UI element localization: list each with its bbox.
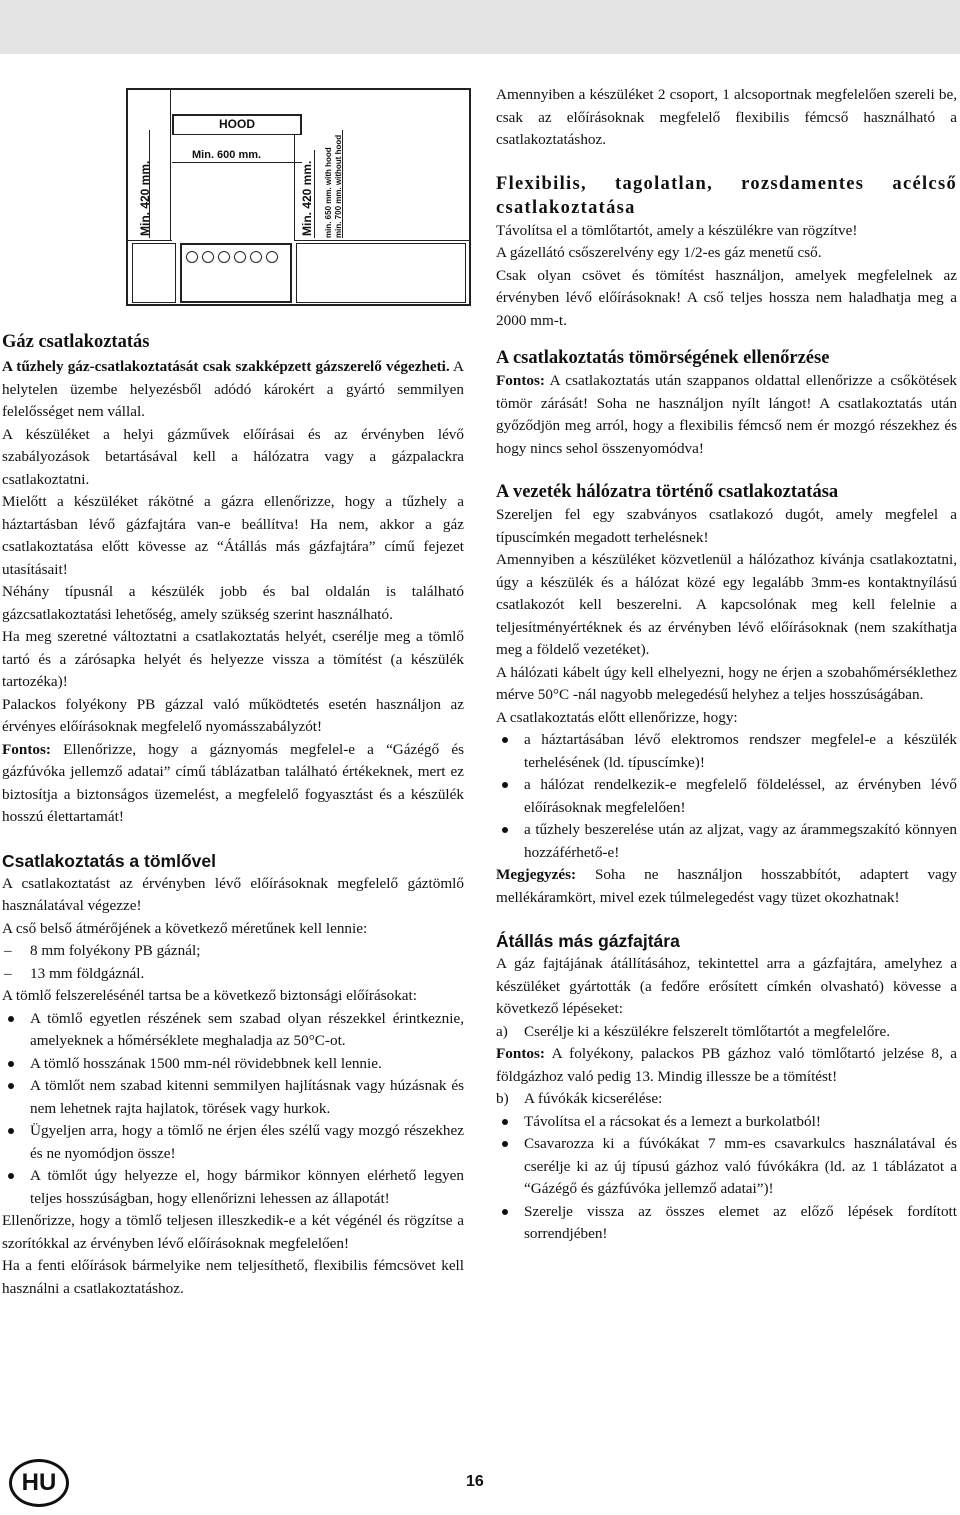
paragraph-qualified [2,356,464,424]
paragraph-thread: A gázellátó csőszerelvény egy 1/2-es gáz menetű cső. [496,244,822,261]
list-item: Távolítsa el a rácsokat és a lemezt a burkolatból! [496,1111,957,1134]
electrical-check-list [496,729,957,864]
min420-left-label: Min. 420 mm. [138,160,152,236]
paragraph-use-hose: A csatlakoztatást az érvényben lévő előírásoknak megfelelő gáztömlő használatával végezze! [2,874,464,914]
knob-icon [186,251,198,263]
bold-note: Megjegyzés: [496,866,577,883]
paragraph-remove-holder: Távolítsa el a tömlőtartót, amely a készülékre van rögzítve! [496,221,858,239]
left-cabinet [132,243,176,303]
paragraph-diameter: A cső belső átmérőjének a következő méretűnek kell lennie: [2,919,368,937]
paragraph-group: Amennyiben a készüléket 2 csoport, 1 alcsoportnak megfelelően szereli be, csak az előírásoknak megfelelő flexibilis fémcső használható a csatlakoztatáshoz. [496,86,957,148]
step-a [496,1021,957,1044]
heading-leak-test: A csatlakoztatás tömörségének ellenőrzése [496,348,830,368]
cooker-outline [180,243,292,303]
paragraph-check-before: A csatlakoztatás előtt ellenőrizze, hogy: [496,708,738,726]
hood-label: HOOD [219,117,255,131]
paragraph-change-position: Ha meg szeretné változtatni a csatlakoztatás helyét, cserélje meg a tömlő tartó és a zárósapka helyét és helyezze vissza a tömítést (a készülék tartozéka)! [2,628,464,690]
paragraph-regulations: A készüléket a helyi gázművek előírásai és az érvényben lévő szabályozások betartásával kell a hálózatra vagy a gázpalackra csatlakoztatni. [2,425,464,488]
heading-hose-connection: Csatlakoztatás a tömlővel [2,850,216,871]
hood-box [172,114,302,134]
list-item: A tömlő hosszának 1500 mm-nél rövidebbnek kell lennie. [2,1053,464,1076]
list-item: a tűzhely beszerelése után az aljzat, vagy az árammegszakító könnyen hozzáférhető-e! [496,819,957,864]
without-hood-label: min. 700 mm. without hood [334,134,343,238]
bold-important: Fontos: [496,372,545,389]
list-item: A tömlőt nem szabad kitenni semmilyen hajlításnak vagy húzásnak és nem lehetnek rajta hajlatok, törések vagy hurkok. [2,1075,464,1120]
right-cabinet-line [294,134,295,240]
left-counter-line [128,240,172,241]
paragraph-clamps: Ellenőrizze, hogy a tömlő teljesen illeszkedik-e a két végénél és rögzítse a szorítókkal az érvényben lévő előírásoknak megfelelően! [2,1212,464,1252]
country-code: HU [21,1469,57,1496]
step-text: Cserélje ki a készülékre felszerelt tömlőtartót a megfelelőre. [524,1022,891,1040]
bold-important: Fontos: [2,740,51,758]
knob-icon [218,251,230,263]
knob-icon [234,251,246,263]
page-number: 16 [466,1473,484,1490]
paragraph-note [496,864,957,909]
text-holder-rest: A folyékony, palackos PB gázhoz való tömlőtartó jelzése 8, a földgázhoz való pedig 13. Mindig illessze be a tömítést! [496,1045,957,1085]
right-cabinet [296,243,466,303]
diameter-list [2,940,464,985]
paragraph-pipe-length: Csak olyan csövet és tömítést használjon, amelyek megfelelnek az érvényben lévő előírásoknak! A cső teljes hossza nem haladhatja meg a 2000 mm-t. [496,266,957,329]
knob-icon [250,251,262,263]
paragraph-cable: A hálózati kábelt úgy kell elhelyezni, hogy ne érjen a szobahőmérséklethez mérve 50°C -nál nagyobb melegedésű helyhez a teljes hosszúságában. [496,663,957,703]
bold-important: Fontos: [496,1045,545,1062]
list-item: A tömlő egyetlen részének sem szabad olyan részekkel érintkeznie, amelyeknek a hőmérséklete meghaladja az 50°C-ot. [2,1008,464,1053]
list-item: Csavarozza ki a fúvókákat 7 mm-es csavarkulcs használatával és cserélje ki az új típusú gázhoz való fúvókákra (ld. az 1 táblázatot a “Gázégő és gázfúvóka jellemző adatai”)! [496,1133,957,1201]
hood-bottom-line [172,134,302,135]
with-hood-label: min. 650 mm. with hood [324,147,333,238]
paragraph-safety-rules: A tömlő felszerelésénél tartsa be a következő biztonsági előírásokat: [2,987,417,1004]
knob-icon [266,251,278,263]
paragraph-pressure [2,739,464,829]
step-letter: b) [496,1090,509,1107]
step-b [496,1088,957,1111]
left-column [2,330,464,1300]
heading-gas-conversion: Átállás más gázfajtára [496,931,680,951]
paragraph-lpg-regulator: Palackos folyékony PB gázzal való működtetés esetén használjon az érvényes előírásoknak megfelelő nyomásszabályzót! [2,695,464,735]
paragraph-conversion-intro: A gáz fajtájának átállításához, tekintettel arra a gázfajtára, amelyhez a készüléket gyártották (a fedőre erősített címkén olvasható) kövesse a következő lépéseket: [496,955,957,1017]
paragraph-both-sides: Néhány típusnál a készülék jobb és bal oldalán is található gázcsatlakoztatási lehetőség, amely szükség szerint használható. [2,583,464,623]
list-item: Ügyeljen arra, hogy a tömlő ne érjen éles szélű vagy mozgó részekhez és ne nyomódjon össze! [2,1120,464,1165]
heading-electrical: A vezeték hálózatra történő csatlakoztatása [496,482,839,502]
text-qualified-rest: A helytelen üzembe helyezésből adódó károkért a gyártó semmilyen felelősséget nem vállal. [2,358,464,420]
text-pressure-rest: Ellenőrizze, hogy a gáznyomás megfelel-e a “Gázégő és gázfúvóka jellemző adatai” című táblázatban található értékeknek, mert ez biztosítja a biztonságos üzemelést, a megfelelő fogyasztást és a készülék hosszú élettartamát! [2,740,464,825]
heading-gas-connection: Gáz csatlakoztatás [2,332,150,352]
paragraph-direct-connection: Amennyiben a készüléket közvetlenül a hálózathoz kívánja csatlakoztatni, úgy a készülék és a hálózat közé egy legalább 3mm-es kontaktnyílású csatlakozót kell beszerelni. A kapcsolónak meg kell felelnie a teljesítményértéknek és az érvényben lévő előírásoknak (nem szakíthatja meg a földelő vezetéket). [496,551,957,658]
paragraph-check-gas-type: Mielőtt a készüléket rákötné a gázra ellenőrizze, hogy a tűzhely a háztartásban lévő gázfajtára van-e beállítva! Ha nem, akkor a gáz csatlakoztatása előtt kövesse az “Átállás más gázfajtára” című fejezet utasításait! [2,493,464,578]
min600-line [172,162,302,163]
list-item: A tömlőt úgy helyezze el, hogy bármikor könnyen elérhető legyen teljes hosszúságban, hogy ellenőrizni lehessen az állapotát! [2,1165,464,1210]
step-text: A fúvókák kicserélése: [524,1090,663,1107]
country-logo [9,1459,69,1507]
installation-diagram [126,88,471,306]
right-dim-line [314,150,315,238]
text-note-rest: Soha ne használjon hosszabbítót, adaptert vagy mellékáramkört, mivel ezek túlmelegedést vagy tüzet okozhatnak! [496,866,957,906]
top-bar [0,0,960,54]
heading-flexible-pipe: Flexibilis, tagolatlan, rozsdamentes acélcső csatlakoztatása [496,173,957,218]
list-item: – 8 mm folyékony PB gáznál; [2,940,464,963]
paragraph-plug: Szereljen fel egy szabványos csatlakozó dugót, amely megfelel a típuscímkén megadott terhelésnek! [496,506,957,546]
list-item: – 13 mm földgáznál. [2,963,464,986]
right-counter-line [294,240,469,241]
paragraph-metal-pipe: Ha a fenti előírások bármelyike nem teljesíthető, flexibilis fémcsövet kell használni a csatlakoztatáshoz. [2,1257,464,1297]
bold-qualified: A tűzhely gáz-csatlakoztatását csak szakképzett gázszerelő végezheti. [2,358,450,375]
list-item: Szerelje vissza az összes elemet az előző lépések fordított sorrendjében! [496,1201,957,1246]
min420-right-label: Min. 420 mm. [300,160,314,236]
min600-label: Min. 600 mm. [192,149,262,161]
paragraph-holder-marking [496,1043,957,1088]
knob-icon [202,251,214,263]
hose-rules-list [2,1008,464,1211]
paragraph-leak-test [496,370,957,460]
text-leak-rest: A csatlakoztatás után szappanos oldattal ellenőrizze a csőkötések tömör zárását! Soha ne használjon nyílt lángot! A csatlakoztatás után győződjön meg arról, hogy a flexibilis fémcső nem ér mozgó részekhez és hogy nincs sehol összenyomódva! [496,372,957,457]
step-letter: a) [496,1022,508,1040]
list-item: a háztartásában lévő elektromos rendszer megfelel-e a készülék terhelésének (ld. típuscímke)! [496,729,957,774]
right-column [496,84,957,1246]
list-item: a hálózat rendelkezik-e megfelelő földeléssel, az érvényben lévő előírásoknak megfelelően! [496,774,957,819]
nozzle-steps-list [496,1111,957,1246]
left-cabinet-line [170,90,171,240]
